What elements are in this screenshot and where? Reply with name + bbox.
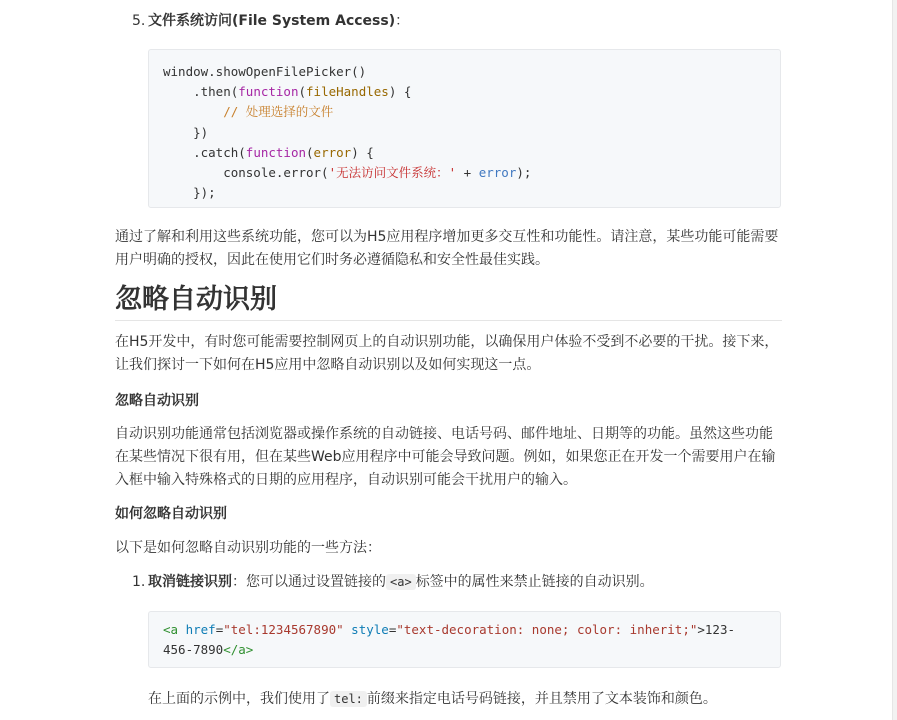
- list-number: 1.: [132, 574, 146, 590]
- paragraph-text: 在上面的示例中，我们使用了: [148, 691, 330, 707]
- list-item-title: 文件系统访问(File System Access): [148, 13, 396, 29]
- list-item-title: 取消链接识别: [148, 574, 232, 590]
- paragraph: 在H5开发中，有时您可能需要控制网页上的自动识别功能，以确保用户体验不受到不必要的干扰。接下来，让我们探讨一下如何在H5应用中忽略自动识别以及如何实现这一点。: [115, 334, 779, 373]
- list-item-text: 标签中的属性来禁止链接的自动识别。: [415, 574, 654, 590]
- code-block-anchor[interactable]: <a href="tel:1234567890" style="text-decoration: none; color: inherit;">123- 456-7890</a>: [148, 611, 781, 668]
- inline-code: tel:: [330, 691, 367, 707]
- list-item-colon: ：: [395, 13, 410, 29]
- code-line: .then(function(fileHandles) {: [163, 84, 412, 100]
- paragraph: 自动识别功能通常包括浏览器或操作系统的自动链接、电话号码、邮件地址、日期等的功能。虽然这些功能在某些情况下很有用，但在某些Web应用程序中可能会导致问题。例如，如果您正在开发一个需要用户在输入框中输入特殊格式的日期的应用程序，自动识别可能会干扰用户的输入。: [115, 426, 776, 488]
- code-line: }): [163, 124, 209, 140]
- section-heading: 忽略自动识别: [115, 280, 782, 321]
- code-block-file-system[interactable]: [148, 49, 781, 208]
- code-line: console.error('无法访问文件系统：' + error);: [163, 165, 532, 181]
- list-item-5: [148, 9, 409, 33]
- subheading: 忽略自动识别: [115, 393, 199, 409]
- list-number: 5.: [132, 13, 146, 29]
- inline-code: <a>: [386, 574, 416, 590]
- list-item-1: [148, 570, 788, 594]
- subheading: 如何忽略自动识别: [115, 506, 227, 522]
- paragraph: 通过了解和利用这些系统功能，您可以为H5应用程序增加更多交互性和功能性。请注意，某些功能可能需要用户明确的授权，因此在使用它们时务必遵循隐私和安全性最佳实践。: [115, 229, 779, 268]
- scrollbar[interactable]: [892, 0, 897, 720]
- code-line: });: [163, 185, 216, 201]
- code-comment: // 处理选择的文件: [163, 104, 334, 120]
- code-line: .catch(function(error) {: [163, 144, 374, 160]
- list-item-text: ：您可以通过设置链接的: [232, 574, 386, 590]
- paragraph: 以下是如何忽略自动识别功能的一些方法：: [115, 540, 381, 556]
- paragraph-text: 前缀来指定电话号码链接，并且禁用了文本装饰和颜色。: [366, 691, 717, 707]
- paragraph: [148, 687, 788, 711]
- code-line: window.showOpenFilePicker(): [163, 64, 367, 79]
